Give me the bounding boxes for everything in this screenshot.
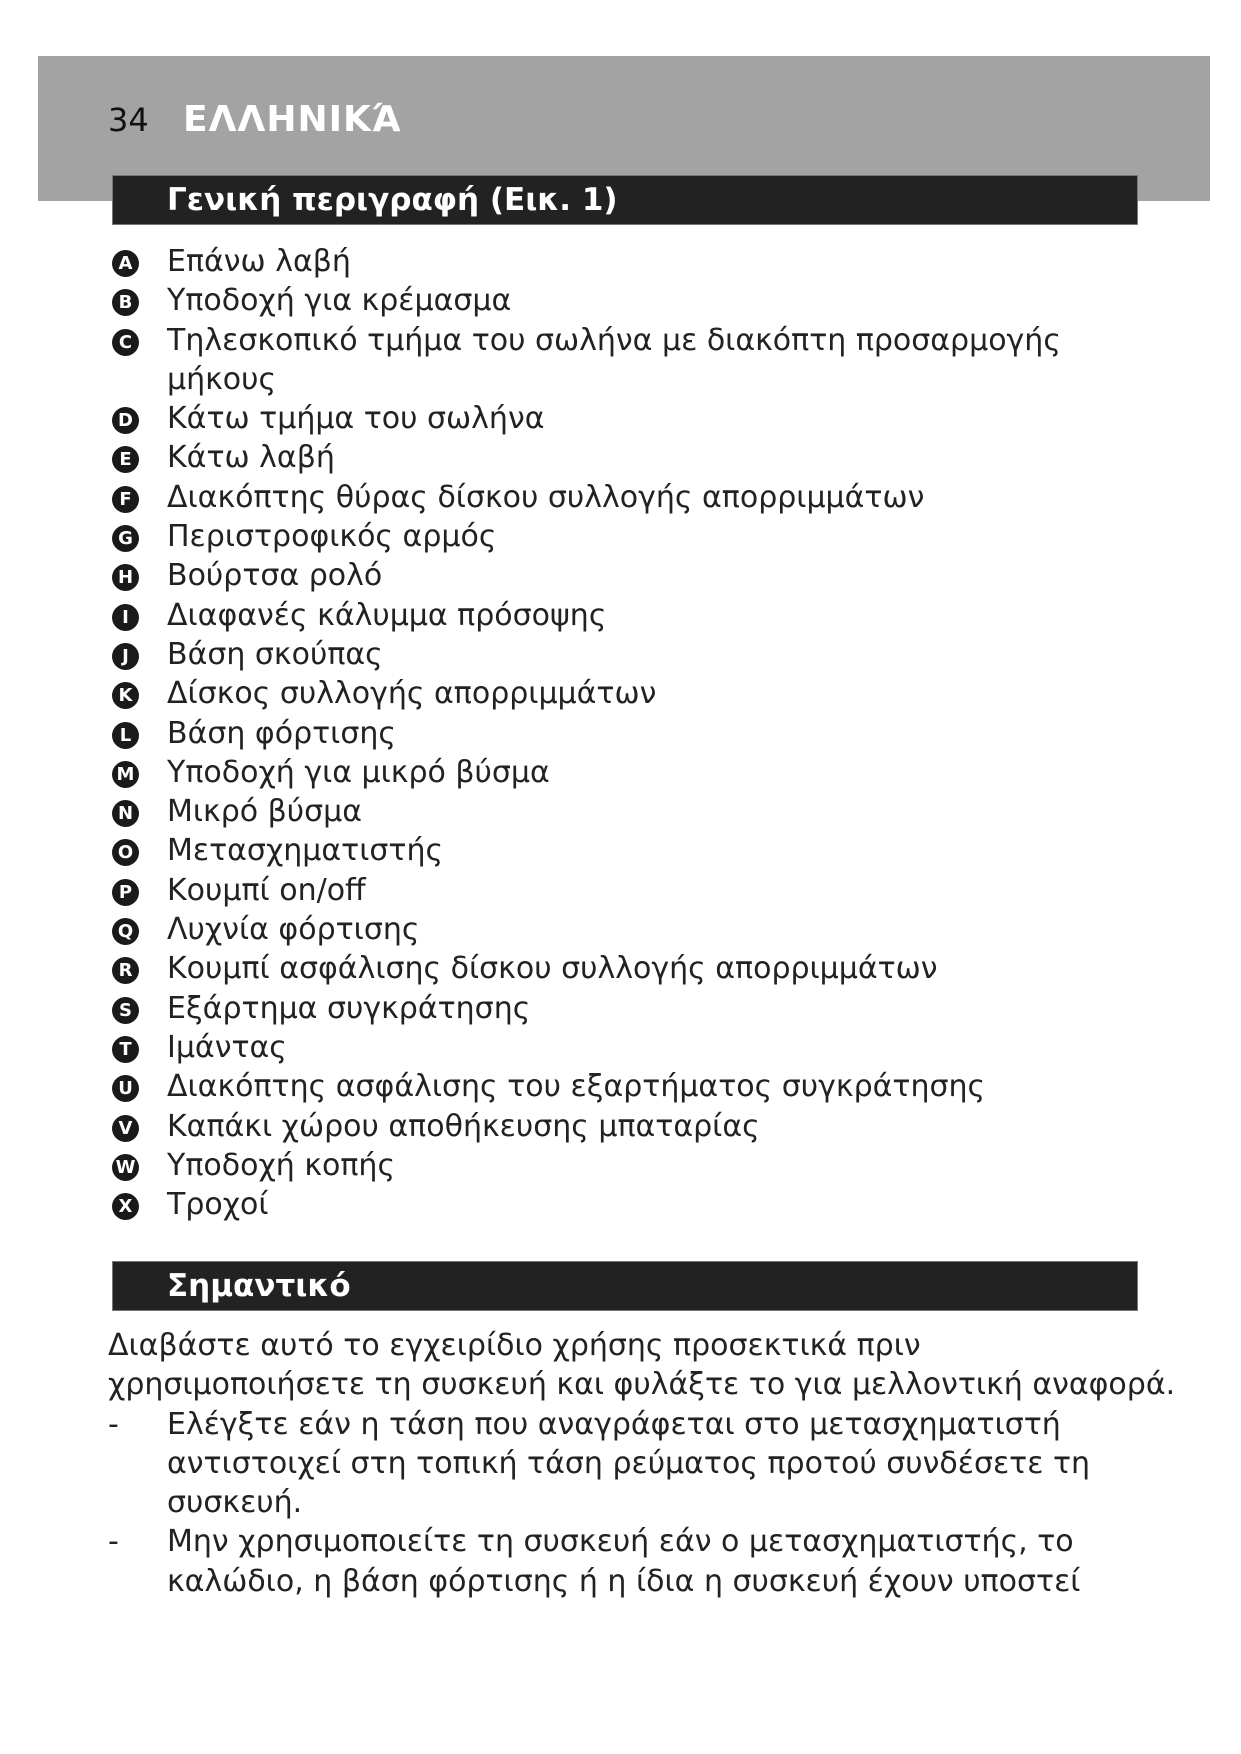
letter-a-icon: A	[112, 250, 139, 277]
letter-f-icon: F	[112, 486, 139, 513]
letter-q-icon: Q	[112, 918, 139, 945]
part-item-t	[112, 1028, 1112, 1067]
letter-h-icon: H	[112, 564, 139, 591]
part-item-i	[112, 596, 1112, 635]
part-item-s	[112, 989, 1112, 1028]
intro-line-2: χρησιμοποιήσετε τη συσκευή και φυλάξτε το για μελλοντική αναφορά.	[108, 1367, 1176, 1403]
part-item-f	[112, 478, 1112, 517]
language-title: ΕΛΛΗΝΙΚΆ	[183, 99, 402, 140]
part-item-d	[112, 399, 1112, 438]
letter-k-icon: K	[112, 682, 139, 709]
letter-u-icon: U	[112, 1075, 139, 1102]
part-label: Υποδοχή κοπής	[167, 1147, 396, 1183]
dash-icon: -	[108, 1406, 119, 1442]
part-item-o	[112, 831, 1112, 870]
part-label: Κουμπί on/off	[167, 872, 366, 908]
letter-b-icon: B	[112, 289, 139, 316]
part-item-b	[112, 281, 1112, 320]
part-label: Λυχνία φόρτισης	[167, 912, 420, 948]
part-item-m	[112, 753, 1112, 792]
warning-line: Μην χρησιμοποιείτε τη συσκευή εάν ο μετασχηματιστής, το	[167, 1524, 1074, 1560]
part-label: Διακόπτης ασφάλισης του εξαρτήματος συγκράτησης	[167, 1069, 986, 1105]
letter-v-icon: V	[112, 1115, 139, 1142]
part-item-r	[112, 949, 1112, 988]
letter-g-icon: G	[112, 525, 139, 552]
part-item-c	[112, 321, 1112, 400]
part-item-v	[112, 1107, 1112, 1146]
part-item-e	[112, 438, 1112, 477]
part-label: Επάνω λαβή	[167, 244, 351, 279]
warning-list	[108, 1405, 1148, 1601]
part-item-p	[112, 871, 1112, 910]
part-label: Μικρό βύσμα	[167, 794, 363, 830]
part-label: Περιστροφικός αρμός	[167, 519, 497, 555]
part-item-j	[112, 635, 1112, 674]
part-label: Διακόπτης θύρας δίσκου συλλογής απορριμμάτων	[167, 479, 925, 515]
section-heading-general-description	[112, 175, 1138, 225]
warning-item-2	[108, 1522, 1148, 1601]
parts-list	[112, 242, 1112, 1224]
part-item-q	[112, 910, 1112, 949]
warning-line: καλώδιο, η βάση φόρτισης ή η ίδια η συσκευή έχουν υποστεί	[167, 1563, 1081, 1599]
part-item-w	[112, 1146, 1112, 1185]
part-label: Υποδοχή για μικρό βύσμα	[167, 754, 550, 790]
letter-s-icon: S	[112, 997, 139, 1024]
section-heading-important	[112, 1261, 1138, 1311]
part-item-n	[112, 792, 1112, 831]
part-label: Καπάκι χώρου αποθήκευσης μπαταρίας	[167, 1108, 760, 1144]
intro-line-1: Διαβάστε αυτό το εγχειρίδιο χρήσης προσεκτικά πριν	[108, 1328, 921, 1363]
part-item-l	[112, 714, 1112, 753]
part-label: Τροχοί	[167, 1187, 269, 1223]
section-title: Σημαντικό	[167, 1268, 351, 1304]
letter-e-icon: E	[112, 446, 139, 473]
part-label: Μετασχηματιστής	[167, 833, 444, 869]
part-label: Βάση φόρτισης	[167, 715, 396, 751]
warning-line: Ελέγξτε εάν η τάση που αναγράφεται στο μετασχηματιστή	[167, 1406, 1061, 1442]
letter-d-icon: D	[112, 407, 139, 434]
part-item-a	[112, 242, 1112, 281]
letter-n-icon: N	[112, 800, 139, 827]
letter-o-icon: O	[112, 839, 139, 866]
warning-item-1	[108, 1405, 1148, 1523]
part-label: Κάτω λαβή	[167, 440, 335, 476]
part-item-k	[112, 674, 1112, 713]
section-title: Γενική περιγραφή (Εικ. 1)	[167, 182, 618, 218]
part-label: Δίσκος συλλογής απορριμμάτων	[167, 676, 657, 712]
dash-icon: -	[108, 1524, 119, 1560]
letter-p-icon: P	[112, 879, 139, 906]
part-label-line2: μήκους	[167, 361, 277, 397]
letter-l-icon: L	[112, 722, 139, 749]
letter-c-icon: C	[112, 329, 139, 356]
letter-m-icon: M	[112, 761, 139, 788]
part-label: Βούρτσα ρολό	[167, 558, 383, 594]
part-item-g	[112, 517, 1112, 556]
letter-i-icon: I	[112, 604, 139, 631]
part-item-u	[112, 1067, 1112, 1106]
part-item-h	[112, 556, 1112, 595]
part-label: Κουμπί ασφάλισης δίσκου συλλογής απορριμμάτων	[167, 951, 938, 987]
letter-w-icon: W	[112, 1154, 139, 1181]
part-label: Κάτω τμήμα του σωλήνα	[167, 401, 545, 437]
part-label: Εξάρτημα συγκράτησης	[167, 990, 531, 1026]
part-item-x	[112, 1185, 1112, 1224]
part-label: Διαφανές κάλυμμα πρόσοψης	[167, 597, 607, 633]
page-number: 34	[108, 101, 149, 139]
letter-r-icon: R	[112, 957, 139, 984]
important-text	[108, 1326, 1176, 1601]
part-label: Βάση σκούπας	[167, 636, 383, 672]
warning-line: αντιστοιχεί στη τοπική τάση ρεύματος προτού συνδέσετε τη	[167, 1445, 1091, 1481]
part-label-line1: Τηλεσκοπικό τμήμα του σωλήνα με διακόπτη προσαρμογής	[167, 322, 1061, 358]
letter-t-icon: T	[112, 1036, 139, 1063]
letter-j-icon: J	[112, 643, 139, 670]
letter-x-icon: X	[112, 1193, 139, 1220]
warning-line: συσκευή.	[167, 1485, 303, 1521]
part-label: Υποδοχή για κρέμασμα	[167, 283, 512, 319]
part-label: Ιμάντας	[167, 1029, 287, 1065]
